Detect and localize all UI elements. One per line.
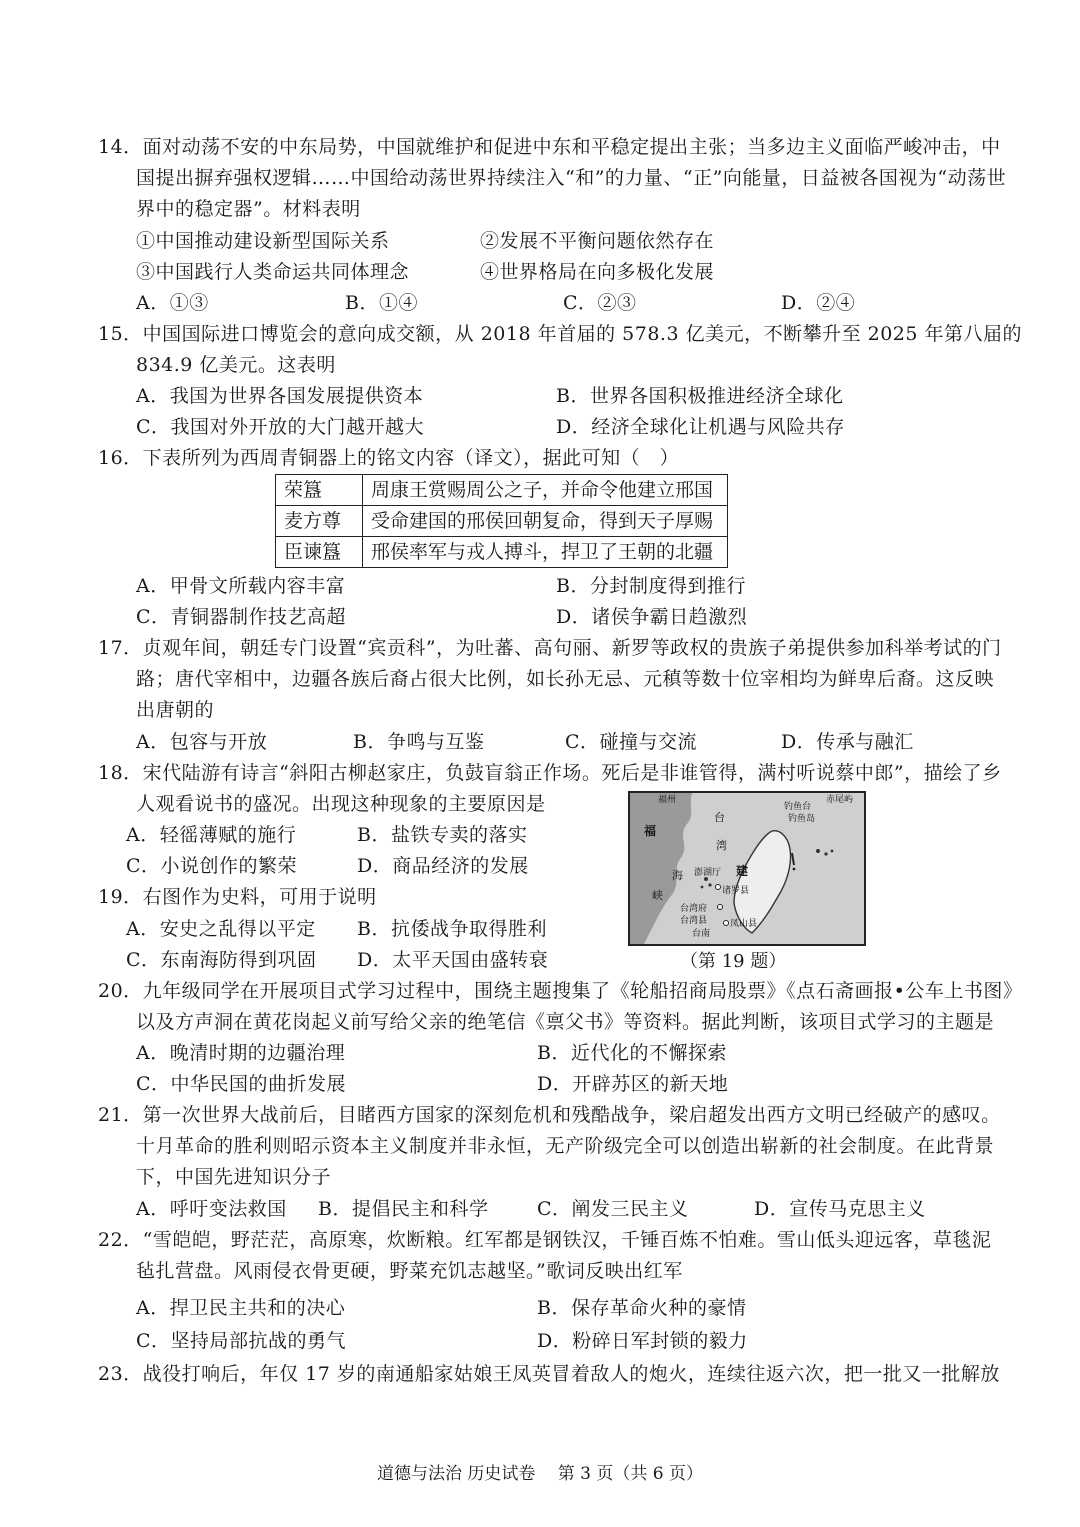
city-marker [718, 905, 723, 910]
map-label: 建 [736, 864, 749, 878]
map-label: 凤山县 [730, 918, 758, 928]
q15-option-a[interactable]: A．我国为世界各国发展提供资本 [136, 385, 424, 407]
table-cell-text: 周康王赏赐周公之子，并命令他建立邢国 [363, 475, 728, 506]
q14-line-1: 14．面对动荡不安的中东局势，中国就维护和促进中东和平稳定提出主张；当多边主义面临严峻冲击，中 [98, 136, 1001, 158]
q14-option-a[interactable]: A．①③ [136, 292, 209, 314]
q22-option-c[interactable]: C．坚持局部抗战的勇气 [136, 1330, 347, 1352]
q16-option-c[interactable]: C．青铜器制作技艺高超 [136, 606, 347, 628]
q15-option-c[interactable]: C．我国对外开放的大门越开越大 [136, 416, 425, 438]
q21-option-a[interactable]: A．呼吁变法救国 [136, 1198, 287, 1220]
page-footer: 道德与法治 历史试卷 第 3 页（共 6 页） [376, 1464, 704, 1484]
q21-line-2: 十月革命的胜利则昭示资本主义制度并非永恒，无产阶级完全可以创造出崭新的社会制度。在此背景 [136, 1135, 995, 1157]
q14-item-3: ③中国践行人类命运共同体理念 [136, 261, 410, 283]
q17-line-2: 路；唐代宰相中，边疆各族后裔占很大比例，如长孙无忌、元稹等数十位宰相均为鲜卑后裔。这反映 [136, 668, 995, 690]
map-label: 钓鱼台 [784, 801, 812, 811]
table-cell-name: 荣簋 [276, 475, 363, 506]
q21-line-3: 下，中国先进知识分子 [136, 1166, 332, 1188]
q14-option-c[interactable]: C．②③ [563, 292, 637, 314]
map-label: 诸罗县 [722, 885, 750, 895]
q14-line-2: 国提出摒弃强权逻辑……中国给动荡世界持续注入“和”的力量、“正”向能量，日益被各国视为“动荡世 [136, 167, 1007, 189]
map-label: 海 [672, 870, 683, 882]
q22-option-b[interactable]: B．保存革命火种的豪情 [537, 1297, 747, 1319]
table-row [276, 537, 728, 568]
q16-option-a[interactable]: A．甲骨文所载内容丰富 [136, 575, 346, 597]
q23-line-1: 23．战役打响后，年仅 17 岁的南通船家姑娘王凤英冒着敌人的炮火，连续往返六次，把一批又一批解放 [98, 1363, 1000, 1385]
penghu-islands [701, 877, 712, 888]
map-label: 澎湖厅 [694, 867, 722, 877]
q14-item-1: ①中国推动建设新型国际关系 [136, 230, 390, 252]
q20-option-d[interactable]: D．开辟苏区的新天地 [537, 1073, 729, 1095]
map-drawing [630, 793, 864, 944]
map-label: 钓鱼岛 [788, 813, 816, 823]
table-cell-text: 邢侯率军与戎人搏斗，捍卫了王朝的北疆 [363, 537, 728, 568]
q15-line-1: 15．中国国际进口博览会的意向成交额，从 2018 年首届的 578.3 亿美元，不断攀升至 2025 年第八届的 [98, 323, 1023, 345]
q16-option-d[interactable]: D．诸侯争霸日趋激烈 [556, 606, 748, 628]
table-cell-name: 臣谏簋 [276, 537, 363, 568]
map-label: 台 [714, 812, 725, 824]
q17-option-d[interactable]: D．传承与融汇 [781, 731, 914, 753]
q14-option-b[interactable]: B．①④ [345, 292, 418, 314]
table-row [276, 475, 728, 506]
taiwan-historical-map [628, 791, 866, 946]
city-marker [716, 885, 721, 890]
q20-line-2: 以及方声洞在黄花岗起义前写给父亲的绝笔信《禀父书》等资料。据此判断，该项目式学习的主题是 [136, 1011, 995, 1033]
map-label: 峡 [652, 890, 663, 902]
map-label: 台湾县 [680, 915, 708, 925]
q22-option-a[interactable]: A．捍卫民主共和的决心 [136, 1297, 346, 1319]
q21-option-d[interactable]: D．宣传马克思主义 [754, 1198, 926, 1220]
q21-line-1: 21．第一次世界大战前后，目睹西方国家的深刻危机和残酷战争，梁启超发出西方文明已经破产的感叹。 [98, 1104, 1001, 1126]
q19-option-a[interactable]: A．安史之乱得以平定 [126, 918, 316, 940]
q18-option-d[interactable]: D．商品经济的发展 [357, 855, 529, 877]
q14-item-4: ④世界格局在向多极化发展 [480, 261, 715, 283]
q17-option-a[interactable]: A．包容与开放 [136, 731, 268, 753]
q15-option-b[interactable]: B．世界各国积极推进经济全球化 [556, 385, 844, 407]
map-mark [792, 853, 794, 865]
inscription-table [275, 474, 728, 568]
q19-option-d[interactable]: D．太平天国由盛转衰 [357, 949, 549, 971]
q18-line-1: 18．宋代陆游有诗言“斜阳古柳赵家庄，负鼓盲翁正作场。死后是非谁管得，满村听说蔡中郎”，描绘了乡 [98, 762, 1002, 784]
q19-option-c[interactable]: C．东南海防得到巩固 [126, 949, 317, 971]
figure-caption: （第 19 题） [680, 951, 787, 972]
q21-option-b[interactable]: B．提倡民主和科学 [318, 1198, 489, 1220]
city-marker [724, 921, 729, 926]
map-mark-dot [793, 868, 796, 871]
q18-option-b[interactable]: B．盐铁专卖的落实 [357, 824, 528, 846]
q15-line-2: 834.9 亿美元。这表明 [136, 354, 336, 376]
q17-line-3: 出唐朝的 [136, 699, 215, 721]
q20-option-c[interactable]: C．中华民国的曲折发展 [136, 1073, 347, 1095]
map-label: 赤尾屿 [826, 794, 854, 804]
q19-option-b[interactable]: B．抗倭战争取得胜利 [357, 918, 547, 940]
q20-option-b[interactable]: B．近代化的不懈探索 [537, 1042, 727, 1064]
q14-line-3: 界中的稳定器”。材料表明 [136, 198, 361, 220]
q18-option-c[interactable]: C．小说创作的繁荣 [126, 855, 298, 877]
q16-option-b[interactable]: B．分封制度得到推行 [556, 575, 746, 597]
q14-option-d[interactable]: D．②④ [781, 292, 856, 314]
diaoyu-islands [816, 849, 833, 856]
q17-option-c[interactable]: C．碰撞与交流 [565, 731, 698, 753]
q18-line-2: 人观看说书的盛况。出现这种现象的主要原因是 [136, 793, 546, 815]
q19-line-1: 19．右图作为史料，可用于说明 [98, 886, 377, 908]
table-row [276, 506, 728, 537]
q17-option-b[interactable]: B．争鸣与互鉴 [353, 731, 485, 753]
map-label: 台南 [692, 928, 711, 938]
q22-line-1: 22．“雪皑皑，野茫茫，高原寒，炊断粮。红军都是钢铁汉，千锤百炼不怕难。雪山低头迎远客，草毯泥 [98, 1229, 992, 1251]
q22-line-2: 毡扎营盘。风雨侵衣骨更硬，野菜充饥志越坚。”歌词反映出红军 [136, 1260, 683, 1282]
q21-option-c[interactable]: C．阐发三民主义 [537, 1198, 689, 1220]
q20-option-a[interactable]: A．晚清时期的边疆治理 [136, 1042, 346, 1064]
q18-option-a[interactable]: A．轻徭薄赋的施行 [126, 824, 297, 846]
q16-line-1: 16．下表所列为西周青铜器上的铭文内容（译文），据此可知（ ） [98, 447, 680, 469]
q17-line-1: 17．贞观年间，朝廷专门设置“宾贡科”，为吐蕃、高句丽、新罗等政权的贵族子弟提供参加科举考试的门 [98, 637, 1002, 659]
map-label: 台湾府 [680, 903, 708, 913]
map-label: 福州 [658, 794, 677, 804]
map-label: 湾 [716, 840, 727, 852]
q14-item-2: ②发展不平衡问题依然存在 [480, 230, 715, 252]
map-label: 福 [644, 824, 657, 838]
q22-option-d[interactable]: D．粉碎日军封锁的毅力 [537, 1330, 748, 1352]
q15-option-d[interactable]: D．经济全球化让机遇与风险共存 [556, 416, 845, 438]
q20-line-1: 20．九年级同学在开展项目式学习过程中，围绕主题搜集了《轮船招商局股票》《点石斋画报•公车上书图》 [98, 980, 1023, 1002]
table-cell-name: 麦方尊 [276, 506, 363, 537]
table-cell-text: 受命建国的邢侯回朝复命，得到天子厚赐 [363, 506, 728, 537]
